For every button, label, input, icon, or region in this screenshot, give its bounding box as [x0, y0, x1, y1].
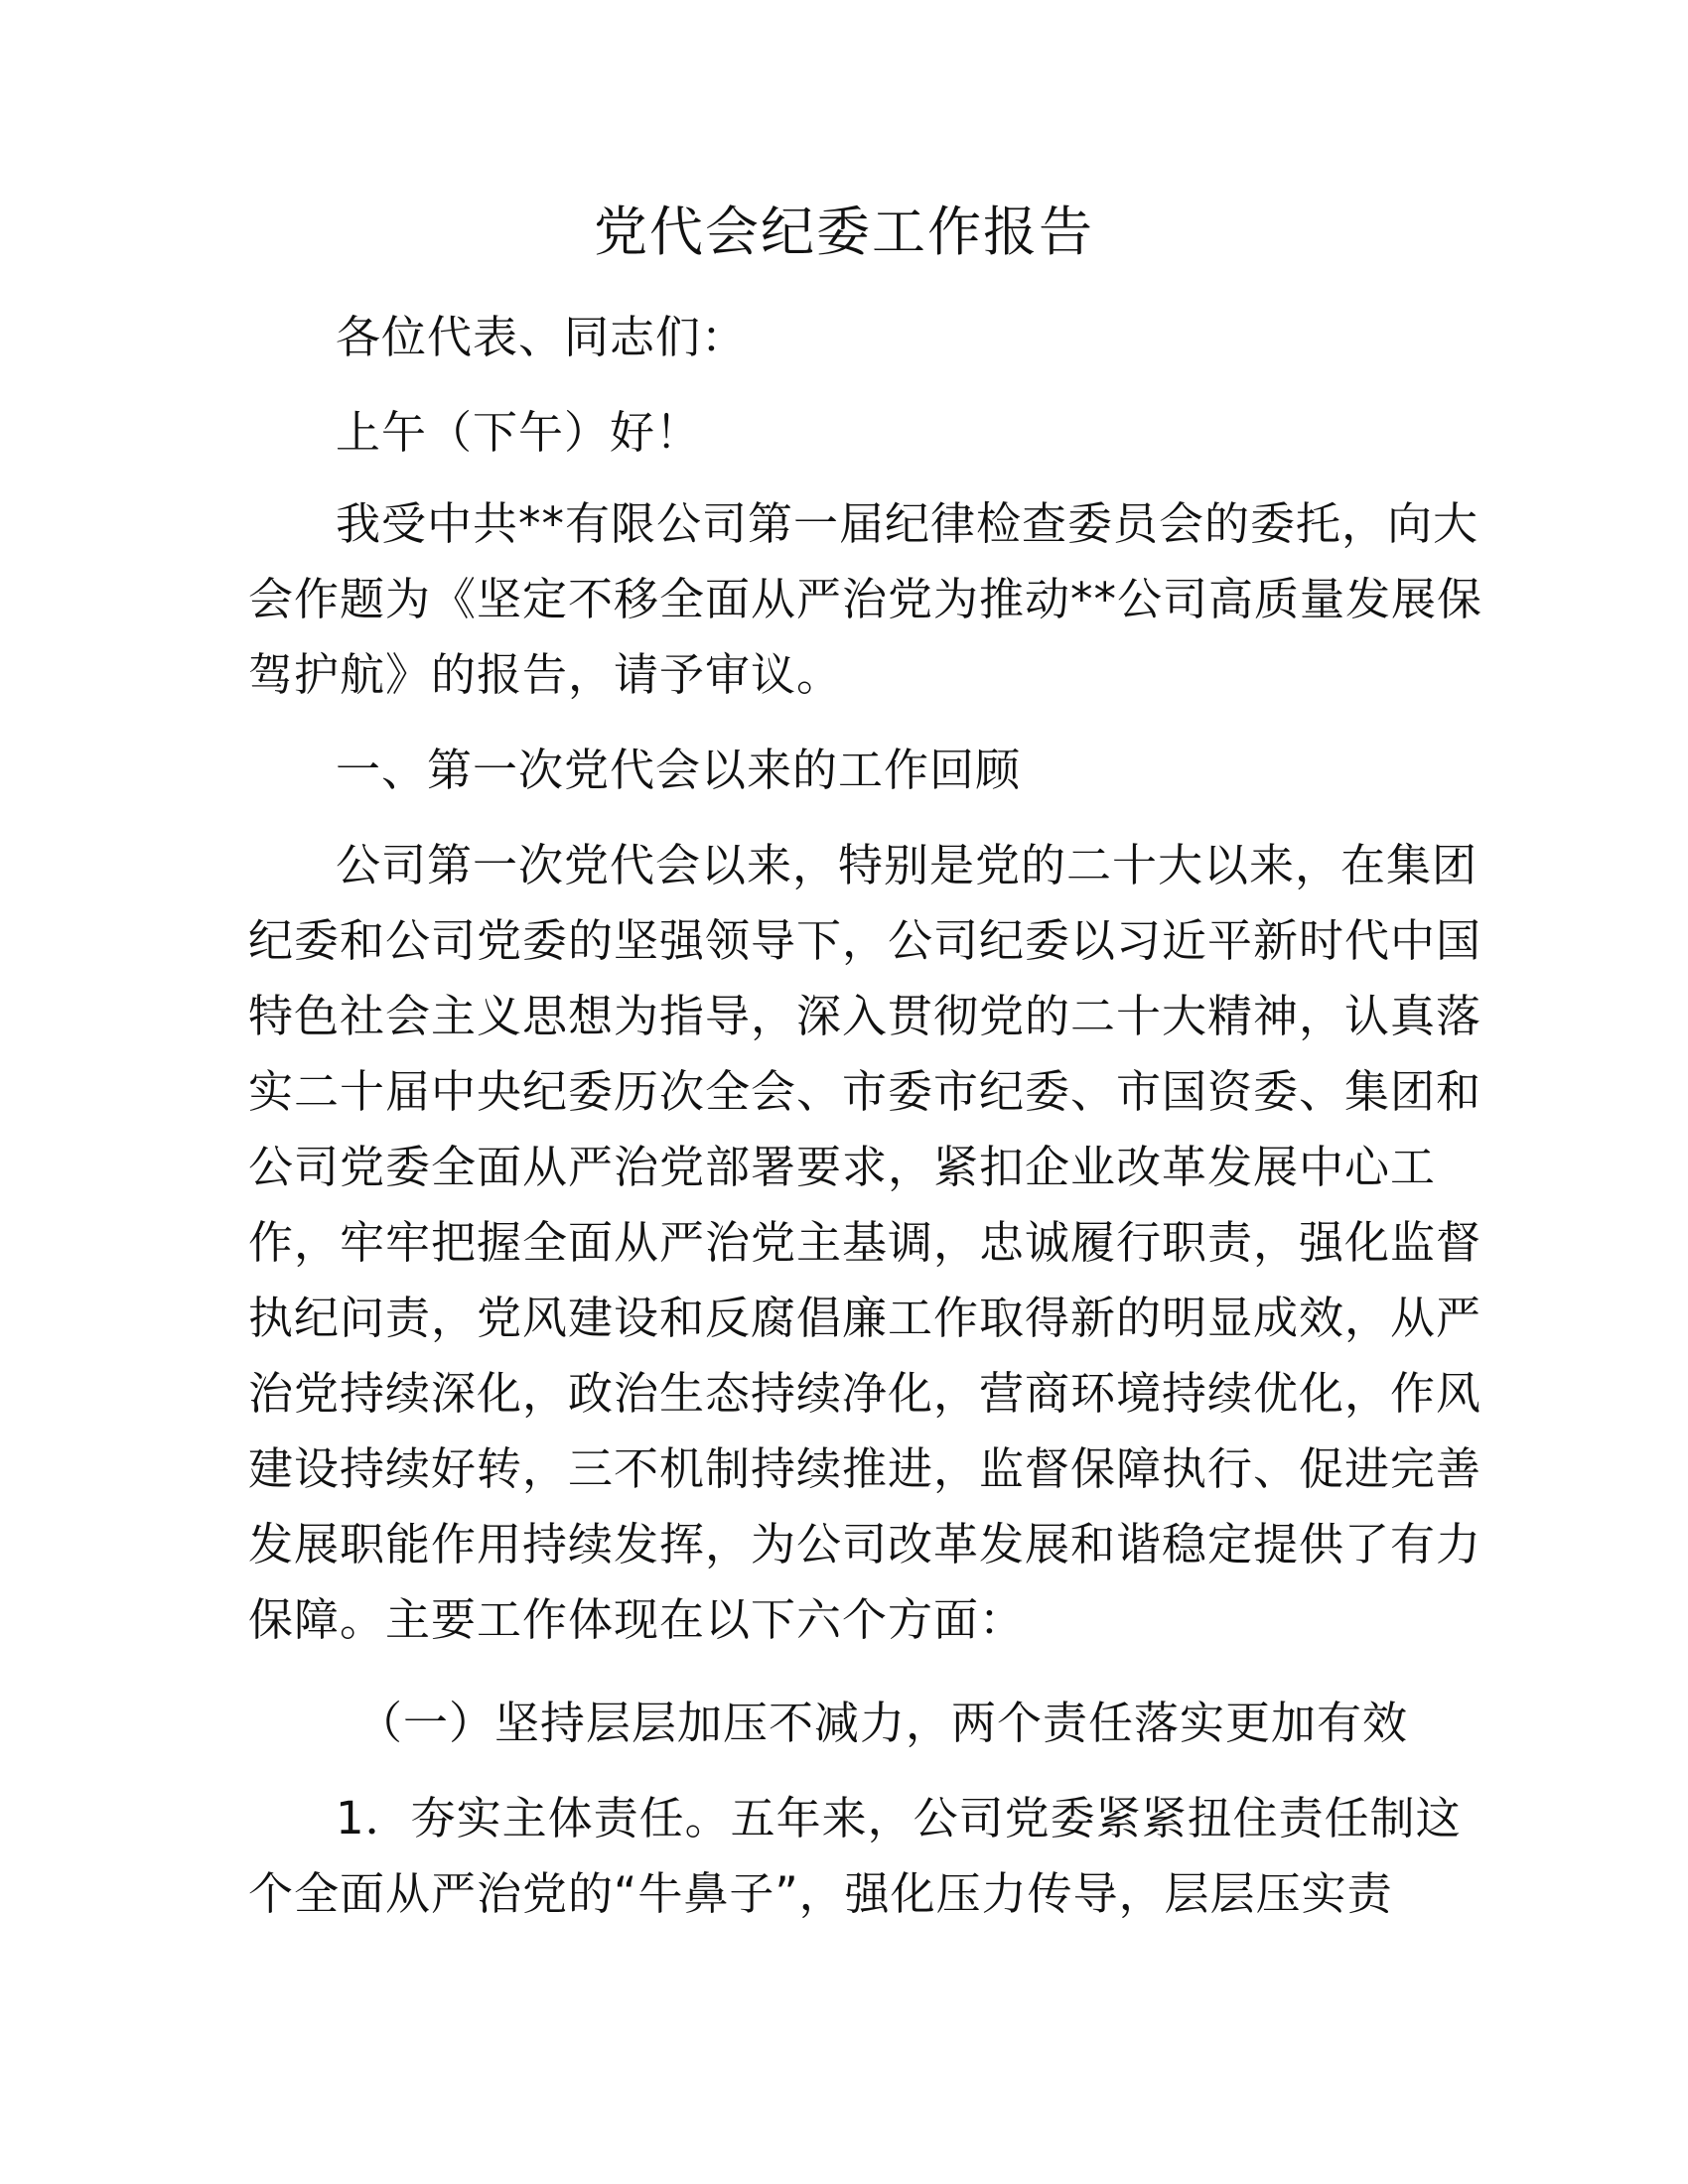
intro-paragraph [248, 486, 1483, 713]
point-paragraph [248, 1781, 1462, 1932]
point-line: 个全面从严治党的“牛鼻子”，强化压力传导，层层压实责 [248, 1867, 1393, 1920]
intro-line: 驾护航》的报告，请予审议。 [248, 648, 843, 701]
subsection-heading-block [248, 1686, 1440, 1761]
review-line: 执纪问责，党风建设和反腐倡廉工作取得新的明显成效，从严 [248, 1292, 1482, 1344]
salutation: 各位代表、同志们： [336, 311, 748, 363]
review-line: 保障。主要工作体现在以下六个方面： [248, 1593, 1026, 1646]
review-line: 公司第一次党代会以来，特别是党的二十大以来，在集团 [336, 839, 1478, 891]
review-line: 公司党委全面从严治党部署要求，紧扣企业改革发展中心工 [248, 1141, 1437, 1193]
intro-line: 会作题为《坚定不移全面从严治党为推动**公司高质量发展保 [248, 573, 1483, 625]
intro-line: 我受中共**有限公司第一届纪律检查委员会的委托，向大 [336, 497, 1479, 550]
review-line: 纪委和公司党委的坚强领导下，公司纪委以习近平新时代中国 [248, 914, 1482, 967]
document-title: 党代会纪委工作报告 [594, 201, 1094, 263]
review-line: 实二十届中央纪委历次全会、市委市纪委、市国资委、集团和 [248, 1065, 1482, 1118]
section-heading: 一、第一次党代会以来的工作回顾 [336, 744, 1022, 796]
salutation-block [248, 300, 1440, 471]
review-line: 特色社会主义思想为指导，深入贯彻党的二十大精神，认真落 [248, 990, 1482, 1042]
subsection-heading: （一）坚持层层加压不减力，两个责任落实更加有效 [357, 1697, 1409, 1749]
point-line: 1．夯实主体责任。五年来，公司党委紧紧扭住责任制这 [336, 1792, 1462, 1844]
review-line: 建设持续好转，三不机制持续推进，监督保障执行、促进完善 [248, 1442, 1482, 1495]
greeting: 上午（下午）好！ [336, 406, 702, 459]
section-heading-block [248, 733, 1440, 808]
review-paragraph [248, 828, 1482, 1658]
review-line: 发展职能作用持续发挥，为公司改革发展和谐稳定提供了有力 [248, 1518, 1482, 1570]
review-line: 治党持续深化，政治生态持续净化，营商环境持续优化，作风 [248, 1367, 1482, 1420]
review-line: 作，牢牢把握全面从严治党主基调，忠诚履行职责，强化监督 [248, 1216, 1482, 1269]
